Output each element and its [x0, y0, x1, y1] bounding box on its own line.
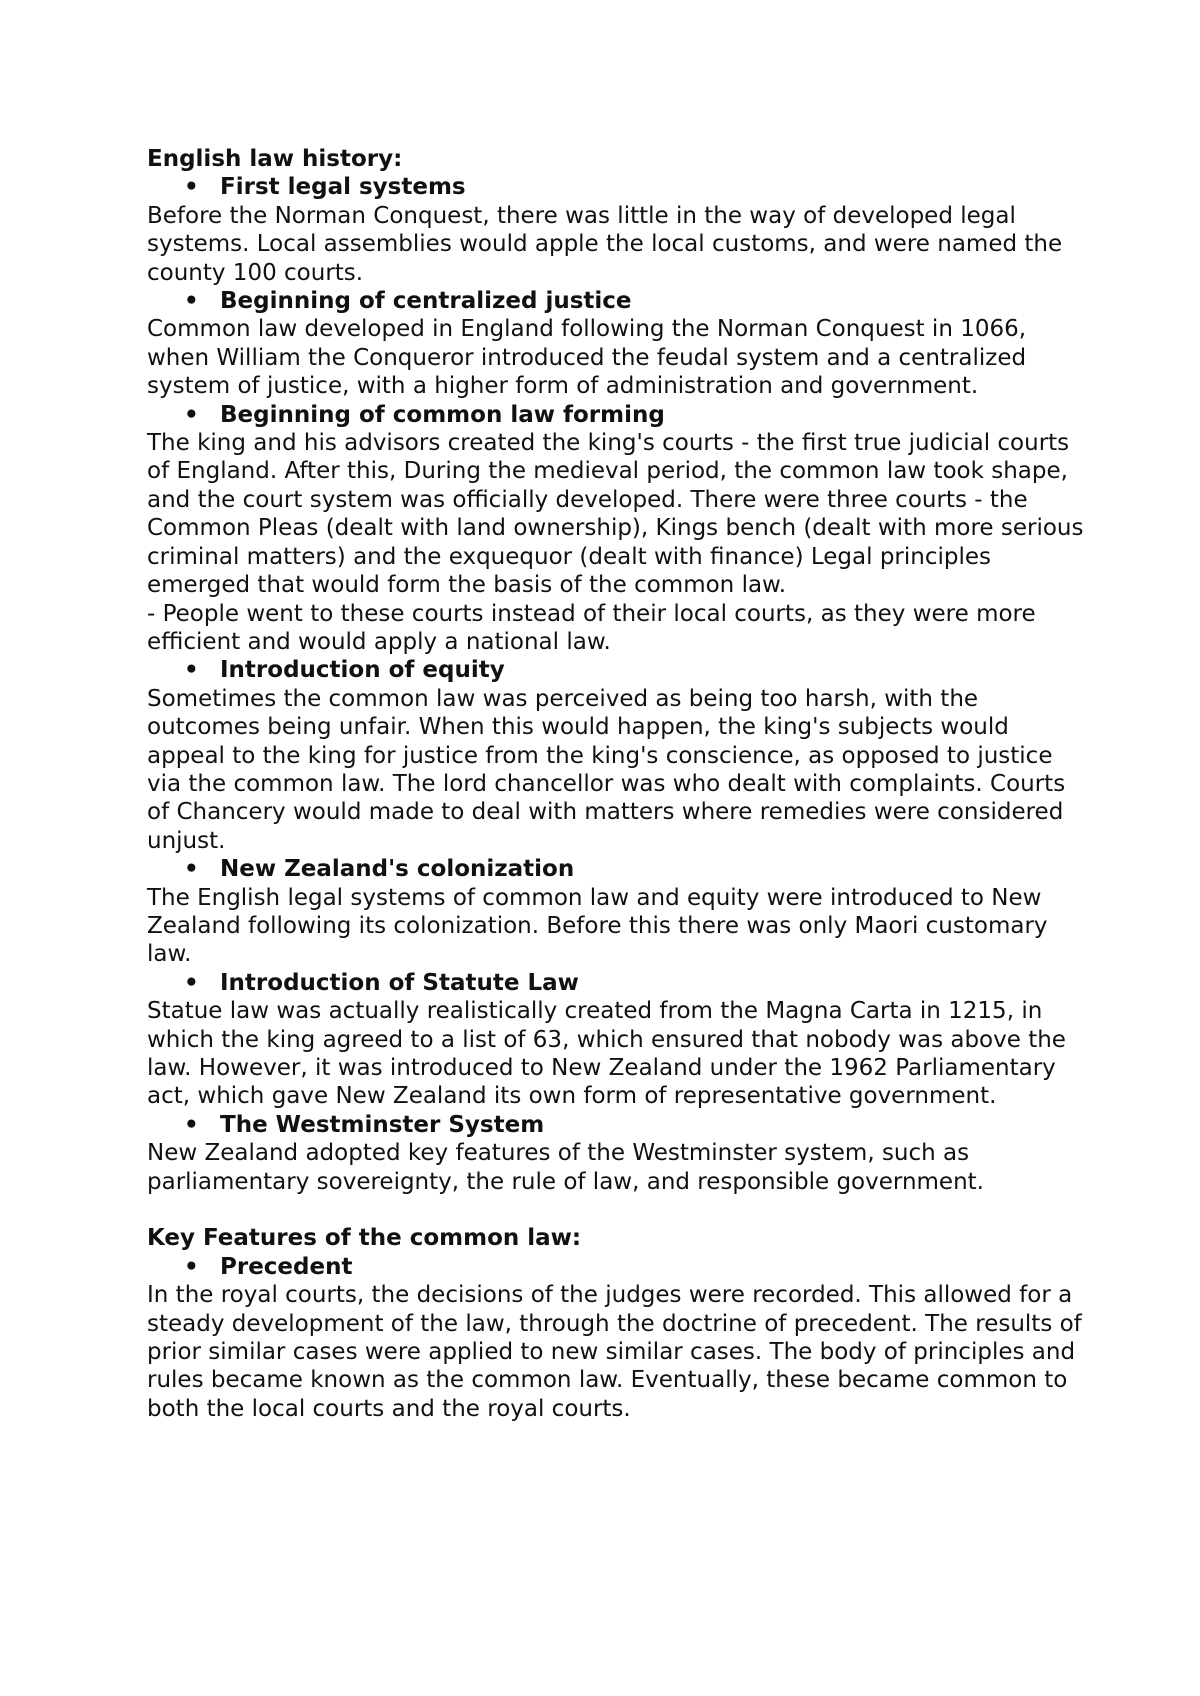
bullet-heading-text: Introduction of equity — [220, 657, 505, 684]
bullet-icon: • — [184, 657, 199, 684]
bullet-icon: • — [184, 401, 199, 428]
bullet-icon: • — [184, 174, 199, 201]
document-page — [147, 145, 1087, 1423]
bullet-heading — [147, 173, 1087, 201]
paragraph: In the royal courts, the decisions of the judges were recorded. This allowed for a steady development of the law, through the doctrine of precedent. The results of prior similar cases were applied to new similar cases. The body of principles and rules became known as the common law. Eventually, these became common to both the local courts and the royal courts. — [147, 1282, 1082, 1422]
bullet-heading-text: Introduction of Statute Law — [220, 969, 579, 996]
blank-line — [147, 1196, 1087, 1224]
bullet-icon: • — [184, 1253, 199, 1280]
paragraph: Sometimes the common law was perceived as being too harsh, with the outcomes being unfair. When this would happen, the king's subjects would appeal to the king for justice from the king's conscience, as opposed to justice via the common law. The lord chancellor was who dealt with complaints. Courts of Chancery would made to deal with matters where remedies were considered unjust. — [147, 685, 1066, 854]
bullet-heading-text: The Westminster System — [220, 1111, 545, 1138]
section-title: Key Features of the common law: — [147, 1225, 582, 1252]
paragraph: The king and his advisors created the king's courts - the first true judicial courts of England. After this, During the medieval period, the common law took shape, and the court system was officially developed. There were three courts - the Common Pleas (dealt with land ownership), Kings bench (dealt with more serious criminal matters) and the exquequor (dealt with finance) Legal principles emerged that would form the basis of the common law. — [147, 430, 1084, 599]
bullet-heading — [147, 969, 1087, 997]
bullet-heading-text: Beginning of common law forming — [220, 401, 665, 428]
bullet-heading — [147, 656, 1087, 684]
bullet-icon: • — [184, 1111, 199, 1138]
section-title: English law history: — [147, 146, 403, 172]
bullet-icon: • — [184, 969, 199, 996]
bullet-icon: • — [184, 856, 199, 883]
bullet-heading-text: Precedent — [220, 1253, 353, 1280]
paragraph: Before the Norman Conquest, there was little in the way of developed legal systems. Local assemblies would apple the local customs, and were named the county 100 courts. — [147, 202, 1063, 286]
bullet-heading — [147, 401, 1087, 429]
paragraph: - People went to these courts instead of their local courts, as they were more efficient and would apply a national law. — [147, 600, 1036, 655]
bullet-heading — [147, 1253, 1087, 1281]
bullet-heading — [147, 287, 1087, 315]
bullet-heading — [147, 855, 1087, 883]
bullet-heading-text: First legal systems — [220, 174, 466, 201]
paragraph: Statue law was actually realistically created from the Magna Carta in 1215, in which the king agreed to a list of 63, which ensured that nobody was above the law. However, it was introduced to New Zealand under the 1962 Parliamentary act, which gave New Zealand its own form of representative government. — [147, 998, 1066, 1110]
bullet-heading — [147, 1111, 1087, 1139]
paragraph: Common law developed in England following the Norman Conquest in 1066, when William the Conqueror introduced the feudal system and a centralized system of justice, with a higher form of administration and government. — [147, 316, 1027, 400]
bullet-heading-text: Beginning of centralized justice — [220, 288, 632, 315]
paragraph: The English legal systems of common law and equity were introduced to New Zealand following its colonization. Before this there was only Maori customary law. — [147, 884, 1048, 968]
bullet-icon: • — [184, 288, 199, 315]
paragraph: New Zealand adopted key features of the Westminster system, such as parliamentary sovereignty, the rule of law, and responsible government. — [147, 1140, 984, 1195]
bullet-heading-text: New Zealand's colonization — [220, 856, 575, 883]
